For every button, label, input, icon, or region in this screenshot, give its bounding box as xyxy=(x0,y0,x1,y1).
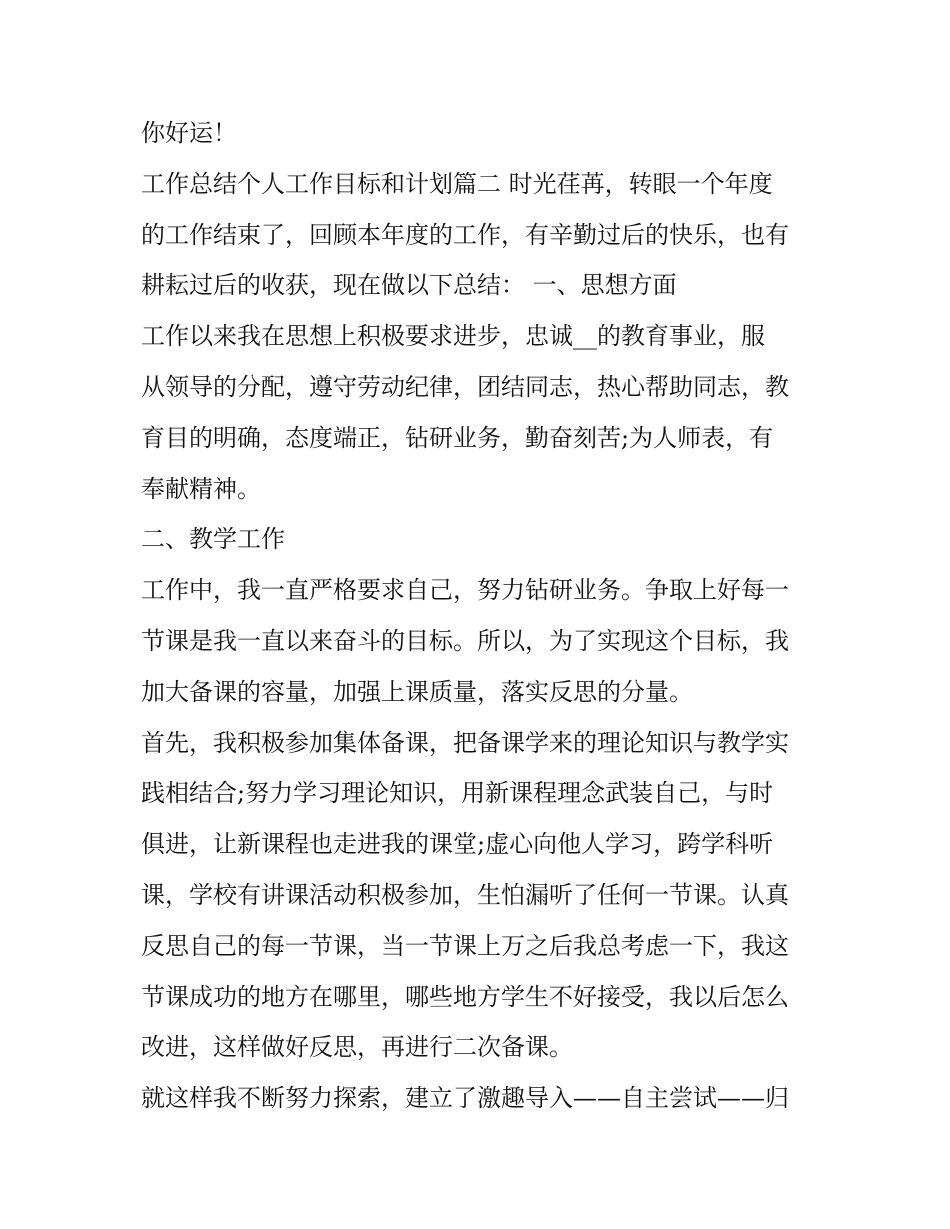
text-line: 工作以来我在思想上积极要求进步，忠诚__的教育事业，服 xyxy=(141,322,765,351)
text-line: 的工作结束了，回顾本年度的工作，有辛勤过后的快乐，也有 xyxy=(141,220,789,249)
text-line: 奉献精神。 xyxy=(141,474,261,503)
text-line: 节课是我一直以来奋斗的目标。所以，为了实现这个目标，我 xyxy=(141,626,789,655)
text-line: 俱进，让新课程也走进我的课堂;虚心向他人学习，跨学科听 xyxy=(141,830,774,859)
text-line: 工作中，我一直严格要求自己，努力钻研业务。争取上好每一 xyxy=(141,576,789,605)
text-line: 践相结合;努力学习理论知识，用新课程理念武装自己，与时 xyxy=(141,779,774,808)
text-line: 育目的明确，态度端正，钻研业务，勤奋刻苦;为人师表，有 xyxy=(141,423,774,452)
text-line: 反思自己的每一节课，当一节课上万之后我总考虑一下，我这 xyxy=(141,931,789,960)
text-line: 改进，这样做好反思，再进行二次备课。 xyxy=(141,1033,573,1062)
text-line: 工作总结个人工作目标和计划篇二 时光荏苒，转眼一个年度 xyxy=(141,169,773,198)
text-line: 首先，我积极参加集体备课，把备课学来的理论知识与教学实 xyxy=(141,728,789,757)
text-line: 你好运！ xyxy=(141,119,237,147)
text-line: 从领导的分配，遵守劳动纪律，团结同志，热心帮助同志，教 xyxy=(141,372,789,401)
text-line: 加大备课的容量，加强上课质量，落实反思的分量。 xyxy=(141,677,693,706)
section-heading: 二、教学工作 xyxy=(141,525,285,554)
text-line: 课，学校有讲课活动积极参加，生怕漏听了任何一节课。认真 xyxy=(141,880,789,909)
text-line: 耕耘过后的收获，现在做以下总结： 一、思想方面 xyxy=(141,271,677,300)
text-line: 节课成功的地方在哪里，哪些地方学生不好接受，我以后怎么 xyxy=(141,982,789,1011)
text-line: 就这样我不断努力探索，建立了激趣导入——自主尝试——归 xyxy=(141,1084,789,1113)
document-body xyxy=(141,108,821,1124)
